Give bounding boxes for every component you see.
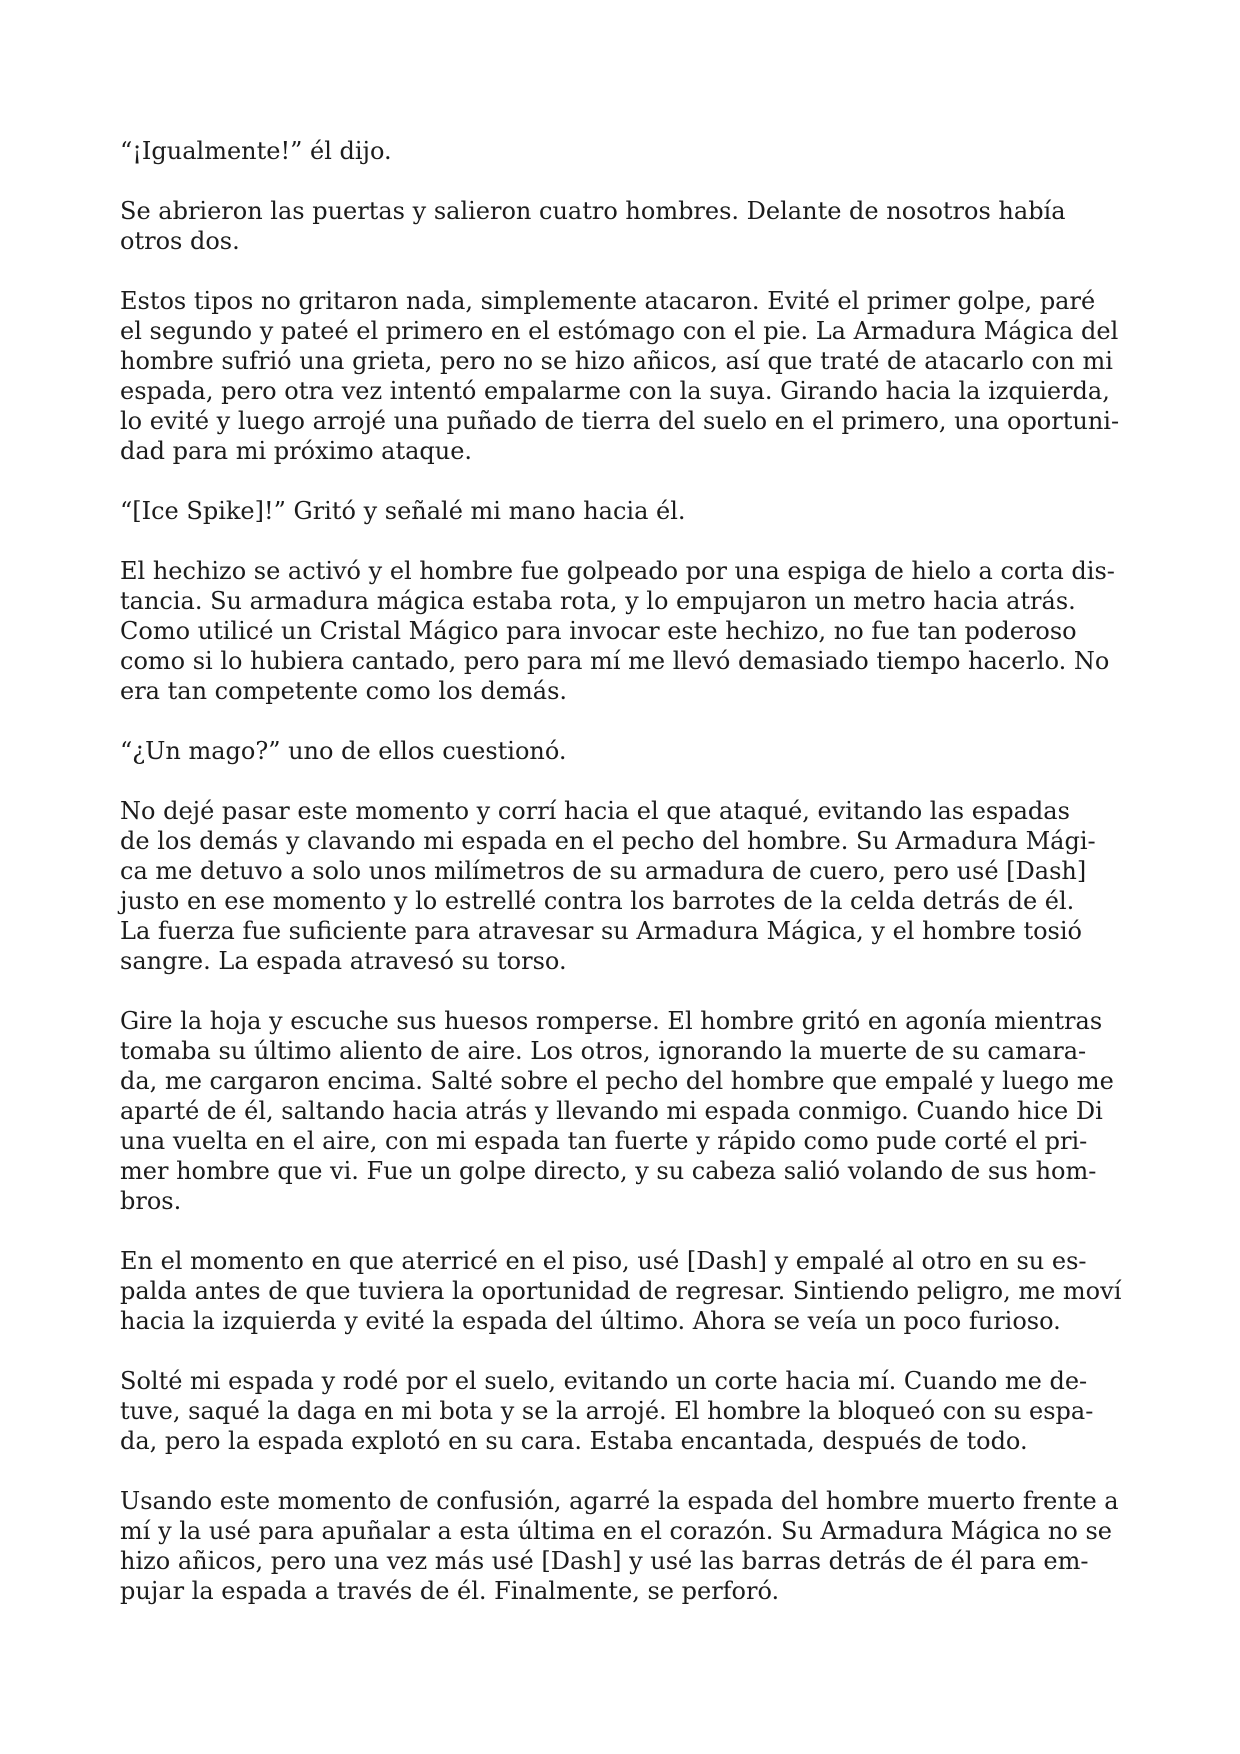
text-line: como si lo hubiera cantado, pero para mí me llevó demasiado tiempo hacerlo. No [120,647,1110,675]
text-line: La fuerza fue suficiente para atravesar su Armadura Mágica, y el hombre tosió [120,917,1082,945]
text-line: de los demás y clavando mi espada en el pecho del hombre. Su Armadura Mági- [120,827,1096,855]
text-line: mí y la usé para apuñalar a esta última en el corazón. Su Armadura Mágica no se [120,1517,1112,1545]
text-line: era tan competente como los demás. [120,677,568,705]
paragraph [120,1006,1130,1216]
text-line: Se abrieron las puertas y salieron cuatro hombres. Delante de nosotros había [120,197,1066,225]
paragraph [120,496,1130,526]
text-line: dad para mi próximo ataque. [120,437,473,465]
text-line: tancia. Su armadura mágica estaba rota, y lo empujaron un metro hacia atrás. [120,587,1076,615]
text-line: No dejé pasar este momento y corrí hacia el que ataqué, evitando las espadas [120,797,1070,825]
text-line: sangre. La espada atravesó su torso. [120,947,567,975]
paragraph [120,796,1130,976]
text-line: hombre sufrió una grieta, pero no se hizo añicos, así que traté de atacarlo con mi [120,347,1113,375]
text-line: el segundo y pateé el primero en el estómago con el pie. La Armadura Mágica del [120,317,1119,345]
paragraph [120,286,1130,466]
text-line: El hechizo se activó y el hombre fue golpeado por una espiga de hielo a corta dis- [120,557,1115,585]
text-line: En el momento en que aterricé en el piso, usé [Dash] y empalé al otro en su es- [120,1247,1087,1275]
text-line: “¡Igualmente!” él dijo. [120,137,392,165]
paragraph [120,1486,1130,1606]
paragraph [120,736,1130,766]
text-line: Usando este momento de confusión, agarré la espada del hombre muerto frente a [120,1487,1119,1515]
text-line: otros dos. [120,227,240,255]
text-line: da, me cargaron encima. Salté sobre el pecho del hombre que empalé y luego me [120,1067,1114,1095]
text-line: lo evité y luego arrojé una puñado de tierra del suelo en el primero, una oportuni- [120,407,1120,435]
text-line: bros. [120,1187,182,1215]
text-line: “¿Un mago?” uno de ellos cuestionó. [120,737,567,765]
text-line: Estos tipos no gritaron nada, simplemente atacaron. Evité el primer golpe, paré [120,287,1096,315]
text-line: tomaba su último aliento de aire. Los otros, ignorando la muerte de su camara- [120,1037,1087,1065]
text-line: espada, pero otra vez intentó empalarme con la suya. Girando hacia la izquierda, [120,377,1110,405]
text-line: pujar la espada a través de él. Finalmente, se perforó. [120,1577,780,1605]
text-line: hizo añicos, pero una vez más usé [Dash] y usé las barras detrás de él para em- [120,1547,1089,1575]
text-line: Gire la hoja y escuche sus huesos romperse. El hombre gritó en agonía mientras [120,1007,1103,1035]
paragraph [120,196,1130,256]
paragraph [120,136,1130,166]
text-line: “[Ice Spike]!” Gritó y señalé mi mano hacia él. [120,497,686,525]
text-line: justo en ese momento y lo estrellé contra los barrotes de la celda detrás de él. [120,887,1075,915]
paragraph [120,556,1130,706]
paragraph [120,1366,1130,1456]
text-line: una vuelta en el aire, con mi espada tan fuerte y rápido como pude corté el pri- [120,1127,1088,1155]
text-line: aparté de él, saltando hacia atrás y llevando mi espada conmigo. Cuando hice Di [120,1097,1103,1125]
text-line: ca me detuvo a solo unos milímetros de su armadura de cuero, pero usé [Dash] [120,857,1087,885]
text-line: Como utilicé un Cristal Mágico para invocar este hechizo, no fue tan poderoso [120,617,1077,645]
text-line: tuve, saqué la daga en mi bota y se la arrojé. El hombre la bloqueó con su espa- [120,1397,1094,1425]
paragraph [120,1246,1130,1336]
text-line: palda antes de que tuviera la oportunidad de regresar. Sintiendo peligro, me moví [120,1277,1122,1305]
text-line: da, pero la espada explotó en su cara. Estaba encantada, después de todo. [120,1427,1028,1455]
text-line: hacia la izquierda y evité la espada del último. Ahora se veía un poco furioso. [120,1307,1061,1335]
text-line: Solté mi espada y rodé por el suelo, evitando un corte hacia mí. Cuando me de- [120,1367,1088,1395]
text-line: mer hombre que vi. Fue un golpe directo, y su cabeza salió volando de sus hom- [120,1157,1097,1185]
document-page [120,136,1130,1636]
